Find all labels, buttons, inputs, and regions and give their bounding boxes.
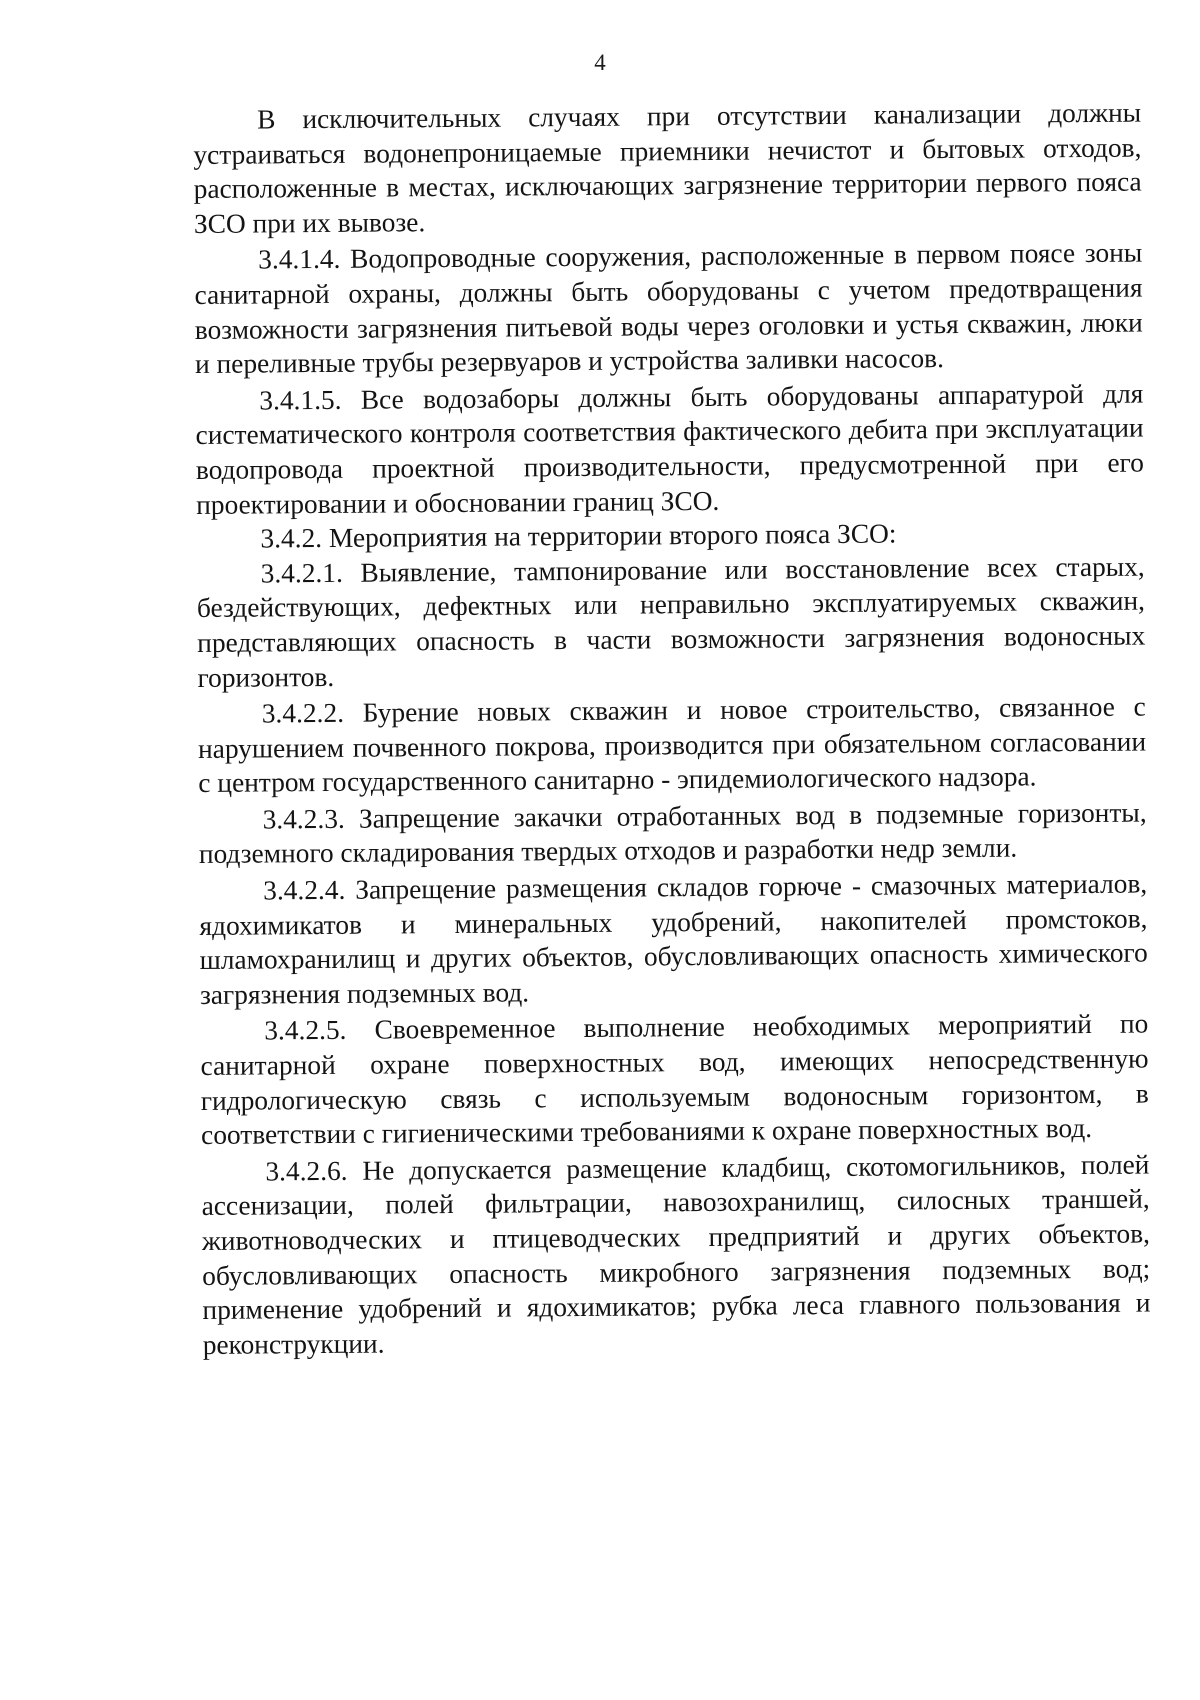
paragraph-3-4-2: 3.4.2. Мероприятия на территории второго пояса ЗСО: [260,518,897,554]
document-body [193,96,1151,1363]
paragraph-3-4-1-5: 3.4.1.5. Все водозаборы должны быть оборудованы аппаратурой для систематического контроля соответствия фактического дебита при эксплуатации водопровода проектной производительности, предусмотренной при его проектировании и обосновании границ ЗСО. [195,378,1144,520]
paragraph-3-4-2-3: 3.4.2.3. Запрещение закачки отработанных вод в подземные горизонты, подземного складирования твердых отходов и разработки недр земли. [198,797,1147,870]
paragraph-3-4-1-4: 3.4.1.4. Водопроводные сооружения, расположенные в первом поясе зоны санитарной охраны, должны быть оборудованы с учетом предотвращения возможности загрязнения питьевой воды через оголовки и устья скважин, люки и переливные трубы резервуаров и устройства заливки насосов. [194,237,1143,380]
paragraph-3-4-2-4: 3.4.2.4. Запрещение размещения складов горюче - смазочных материалов, ядохимикатов и минеральных удобрений, накопителей промстоков, шламохранилищ и других объектов, обусловливающих опасность химического загрязнения подземных вод. [199,868,1148,1010]
paragraph-3-4-2-5: 3.4.2.5. Своевременное выполнение необходимых мероприятий по санитарной охране поверхностных вод, имеющих непосредственную гидрологическую связь с используемым водоносным горизонтом, в соответствии с гигиеническими требованиями к охране поверхностных вод. [200,1008,1149,1151]
page-number: 4 [594,50,606,75]
paragraph-sewage-receivers: В исключительных случаях при отсутствии канализации должны устраиваться водонепроницаемые приемники нечистот и бытовых отходов, расположенные в местах, исключающих загрязнение территории первого пояса ЗСО при их вывозе. [193,97,1142,239]
paragraph-3-4-2-2: 3.4.2.2. Бурение новых скважин и новое строительство, связанное с нарушением почвенного покрова, производится при обязательном согласовании с центром государственного санитарно - эпидемиологического надзора. [197,691,1147,799]
paragraph-3-4-2-6: 3.4.2.6. Не допускается размещение кладбищ, скотомогильников, полей ассенизации, полей фильтрации, навозохранилищ, силосных траншей, животноводческих и птицеводческих предприятий и других объектов, обусловливающих опасность микробного загрязнения подземных вод; применение удобрений и ядохимикатов; рубка леса главного пользования и реконструкции. [201,1149,1151,1360]
paragraph-3-4-2-1: 3.4.2.1. Выявление, тампонирование или восстановление всех старых, бездействующих, дефектных или неправильно эксплуатируемых скважин, представляющих опасность в части возможности загрязнения водоносных горизонтов. [196,551,1146,693]
